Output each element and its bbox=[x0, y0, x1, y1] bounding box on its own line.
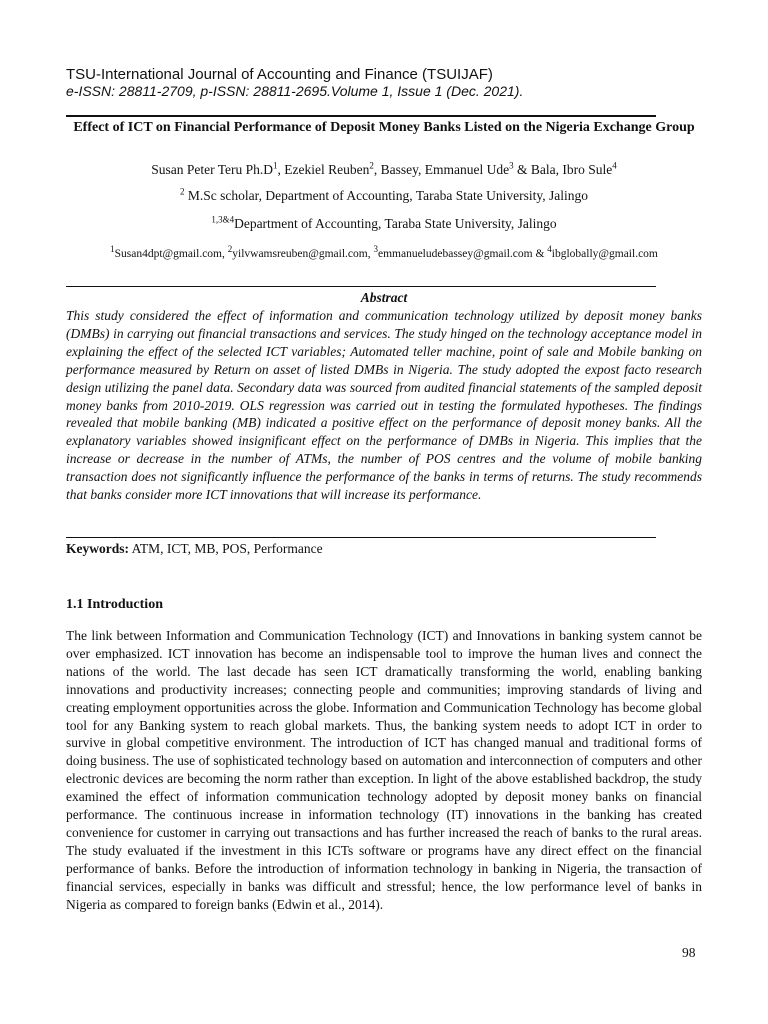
author-name: Ezekiel Reuben bbox=[284, 162, 370, 177]
email-link[interactable]: Susan4dpt@gmail.com, bbox=[114, 248, 228, 260]
email-link[interactable]: yilvwamsreuben@gmail.com, bbox=[232, 248, 374, 260]
journal-issn: e-ISSN: 28811-2709, p-ISSN: 28811-2695.Volume 1, Issue 1 (Dec. 2021). bbox=[66, 83, 524, 99]
affiliation-msc: $^2$ M.Sc scholar, Department of Accounting, Taraba State University, Jalingo bbox=[180, 186, 588, 203]
abstract-body: This study considered the effect of information and communication technology utilized by deposit money banks (DMBs) in carrying out financial transactions and services. The study hinged on the technology acceptance model in explaining the effect of the selected ICT variables; Automated teller machine, point of sale and Mobile banking on performance measured by Return on asset of listed DMBs in Nigeria. The study adopted the expost facto research design utilizing the panel data. Secondary data was sourced from audited financial statements of the sampled deposit money banks from 2010-2019. OLS regression was carried out in testing the formulated hypotheses. The findings revealed that mobile banking (MB) indicated a positive effect on the performance of deposit money banks. All the explanatory variables showed insignificant effect on the performance of DMBs in Nigeria. This implies that the increase or decrease in the number of ATMs, the number of POS centres and the volume of mobile banking transaction does not significantly influence the performance of the banks in terms of returns. The study recommends that banks consider more ICT innovations that will increase its performance. bbox=[66, 308, 702, 503]
keywords-values: ATM, ICT, MB, POS, Performance bbox=[129, 541, 323, 556]
author-sup: 3 bbox=[509, 160, 514, 171]
keywords-label: Keywords: bbox=[66, 541, 129, 556]
abstract-top-divider bbox=[66, 286, 656, 287]
email-link[interactable]: ibglobally@gmail.com bbox=[551, 248, 658, 260]
author-sup: 1 bbox=[273, 160, 278, 171]
section-heading: 1.1 Introduction bbox=[66, 597, 163, 612]
journal-name: TSU-International Journal of Accounting and Finance (TSUIJAF) bbox=[66, 66, 493, 83]
author-sup: 2 bbox=[369, 160, 374, 171]
paper-title: Effect of ICT on Financial Performance of Deposit Money Banks Listed on the Nigeria Exchange Group bbox=[73, 120, 695, 135]
email-link[interactable]: emmanueludebassey@gmail.com & bbox=[377, 248, 548, 260]
author-name: Susan Peter Teru Ph.D bbox=[151, 162, 274, 177]
abstract-heading: Abstract bbox=[360, 290, 408, 305]
abstract-bottom-divider bbox=[66, 537, 656, 538]
author-name: Bala, Ibro Sule bbox=[530, 162, 613, 177]
author-name: Bassey, Emmanuel Ude bbox=[380, 162, 510, 177]
affiliation-department: $^{1,3\&4}$Department of Accounting, Taraba State University, Jalingo bbox=[211, 214, 557, 231]
author-sup: 4 bbox=[612, 160, 617, 171]
author-emails: $^1$Susan4dpt@gmail.com, $^2$yilvwamsreuben@gmail.com, $^3$emmanueludebassey@gmail.com & $^4$ibglobally@gmail.com bbox=[110, 244, 658, 260]
introduction-body: The link between Information and Communication Technology (ICT) and Innovations in banking system cannot be over emphasized. ICT innovation has become an indispensable tool to improve the human lives and connect the nations of the world. The last decade has seen ICT dramatically transforming the world, enabling banking innovations and productivity increases; connecting people and communities; improving standards of living and creating employment opportunities across the globe. Information and Communication Technology has become global tool for any Banking system to reach global markets. Thus, the banking system needs to adopt ICT in order to survive in global competitive environment. The introduction of ICT has changed manual and traditional forms of doing business. The use of sophisticated technology based on automation and interconnection of computers and other electronic devices are becoming the norm rather than exception. In light of the above established backdrop, the study examined the effect of information communication technology adopted by deposit money banks on financial performance. The continuous increase in information technology (IT) innovations in the banking has created convenience for customer in carrying out transactions and has further increased the reach of banks to the rural areas. The study evaluated if the investment in this ICTs software or programs have any direct effect on the financial performance of banks. Before the introduction of information technology in banking in Nigeria, the transaction of financial services, especially in banks was difficult and stressful; hence, the low performance level of banks in Nigeria as compared to foreign banks (Edwin et al., 2014). bbox=[66, 628, 702, 912]
header-divider bbox=[66, 115, 656, 117]
keywords-line bbox=[66, 541, 323, 557]
page-number: 98 bbox=[682, 945, 696, 960]
author-list: Susan Peter Teru $Ph.D^1$, Ezekiel Reuben$^2$, Bassey, Emmanuel Ude$^3$ & Bala, Ibro Sule$^4$ bbox=[151, 160, 617, 177]
